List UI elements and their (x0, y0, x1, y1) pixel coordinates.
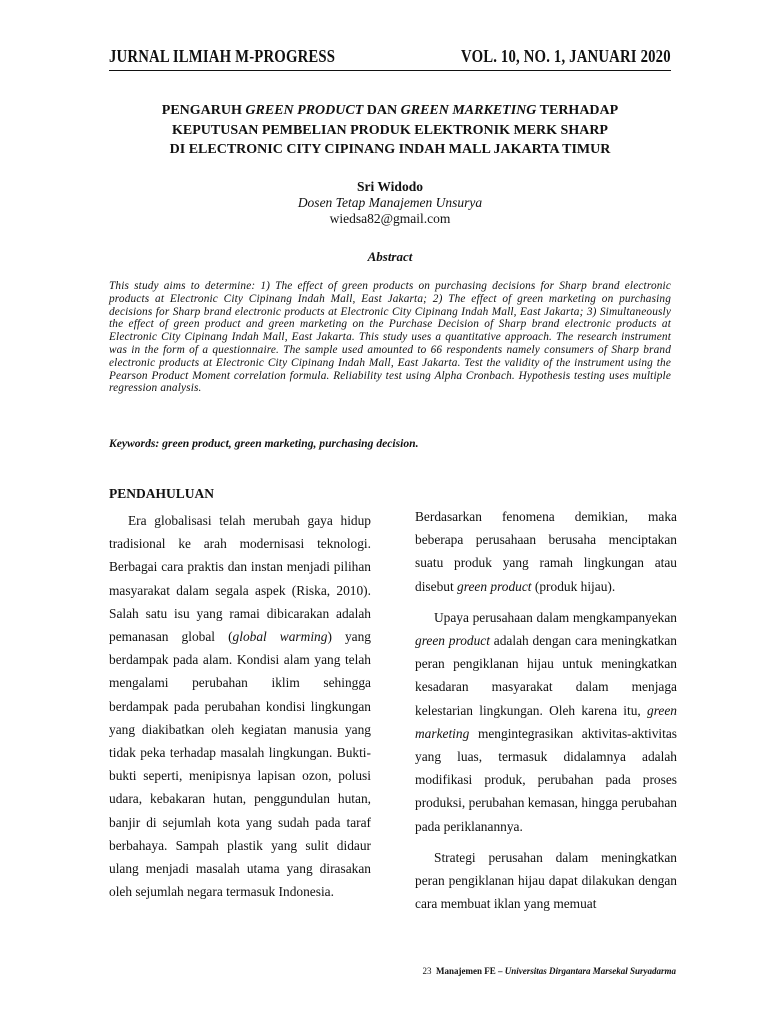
left-column (109, 509, 371, 903)
paragraph: Era globalisasi telah merubah gaya hidup tradisional ke arah modernisasi teknologi. Berbagai cara praktis dan instan menjadi pilihan masyarakat dalam segala aspek (Riska, 2010). Salah satu isu yang ramai dibicarakan adalah pemanasan global (global warming) yang berdampak pada alam. Kondisi alam yang telah mengalami perubahan iklim sehingga berdampak pada perubahan kondisi lingkungan yang diakibatkan oleh kegiatan manusia yang tidak peka terhadap masalah lingkungan. Bukti-bukti seperti, menipisnya lapisan ozon, polusi udara, kebakaran hutan, penggundulan hutan, banjir di sejumlah kota yang sudah pada taraf berbahaya. Sampah plastik yang sulit didaur ulang menjadi masalah utama yang dirasakan oleh sejumlah negara termasuk Indonesia. (109, 513, 371, 900)
header-rule (109, 70, 671, 71)
section-heading: PENDAHULUAN (109, 486, 215, 501)
title-line-1: PENGARUH GREEN PRODUCT DAN GREEN MARKETING TERHADAP (161, 103, 619, 118)
author-email: wiedsa82@gmail.com (329, 211, 451, 226)
volume-info: VOL. 10, NO. 1, JANUARI 2020 (461, 46, 671, 66)
abstract-text: This study aims to determine: 1) The effect of green products on purchasing decisions for Sharp brand electronic products at Electronic City Cipinang Indah Mall, East Jakarta; 2) The effect of green marketing on purchasing decisions for Sharp brand electronic products at Electronic City Cipinang Indah Mall, East Jakarta; 3) Simultaneously the effect of green product and green marketing on the Purchase Decision of Sharp brand electronic products at Electronic City Cipinang Indah Mall, East Jakarta. This study uses a quantitative approach. The research instrument was in the form of a questionnaire. The sample used amounted to 66 respondents namely consumers of Sharp brand electronic products at Electronic City Cipinang Indah Mall, East Jakarta. Test the validity of the instrument using the Pearson Product Moment correlation formula. Reliability test using Alpha Cronbach. Hypothesis testing uses multiple regression analysis. (109, 280, 671, 395)
keywords: Keywords: green product, green marketing, purchasing decision. (109, 437, 419, 450)
title-line-2: KEPUTUSAN PEMBELIAN PRODUK ELEKTRONIK MERK SHARP (172, 122, 608, 138)
paragraph: Strategi perusahan dalam meningkatkan peran pengiklanan hijau dapat dilakukan dengan cara membuat iklan yang memuat (415, 849, 677, 912)
paragraph: Berdasarkan fenomena demikian, maka beberapa perusahaan berusaha menciptakan suatu produk yang ramah lingkungan atau disebut green product (produk hijau). (415, 509, 677, 594)
title-line-3: DI ELECTRONIC CITY CIPINANG INDAH MALL JAKARTA TIMUR (169, 142, 611, 157)
page-footer (422, 966, 676, 976)
footer-university: Universitas Dirgantara Marsekal Suryadarma (504, 966, 676, 976)
author-block (100, 179, 680, 227)
running-header (109, 46, 671, 70)
author-affiliation: Dosen Tetap Manajemen Unsurya (297, 195, 483, 210)
journal-name: JURNAL ILMIAH M-PROGRESS (109, 46, 336, 66)
paragraph: Upaya perusahaan dalam mengkampanyekan green product adalah dengan cara meningkatkan peran pengiklanan hijau untuk meningkatkan kesadaran masyarakat dalam menjaga kelestarian lingkungan. Oleh karena itu, green marketing mengintegrasikan aktivitas-aktivitas yang luas, termasuk didalamnya adalah modifikasi produk, perubahan pada proses produksi, perubahan kemasan, hingga perubahan pada periklanannya. (415, 609, 677, 834)
footer-dept: Manajemen FE – (435, 966, 503, 976)
paper-title (100, 101, 680, 160)
right-column (415, 505, 677, 915)
author-name: Sri Widodo (357, 179, 423, 194)
page-number: 23 (422, 966, 432, 976)
abstract-heading: Abstract (367, 249, 413, 264)
